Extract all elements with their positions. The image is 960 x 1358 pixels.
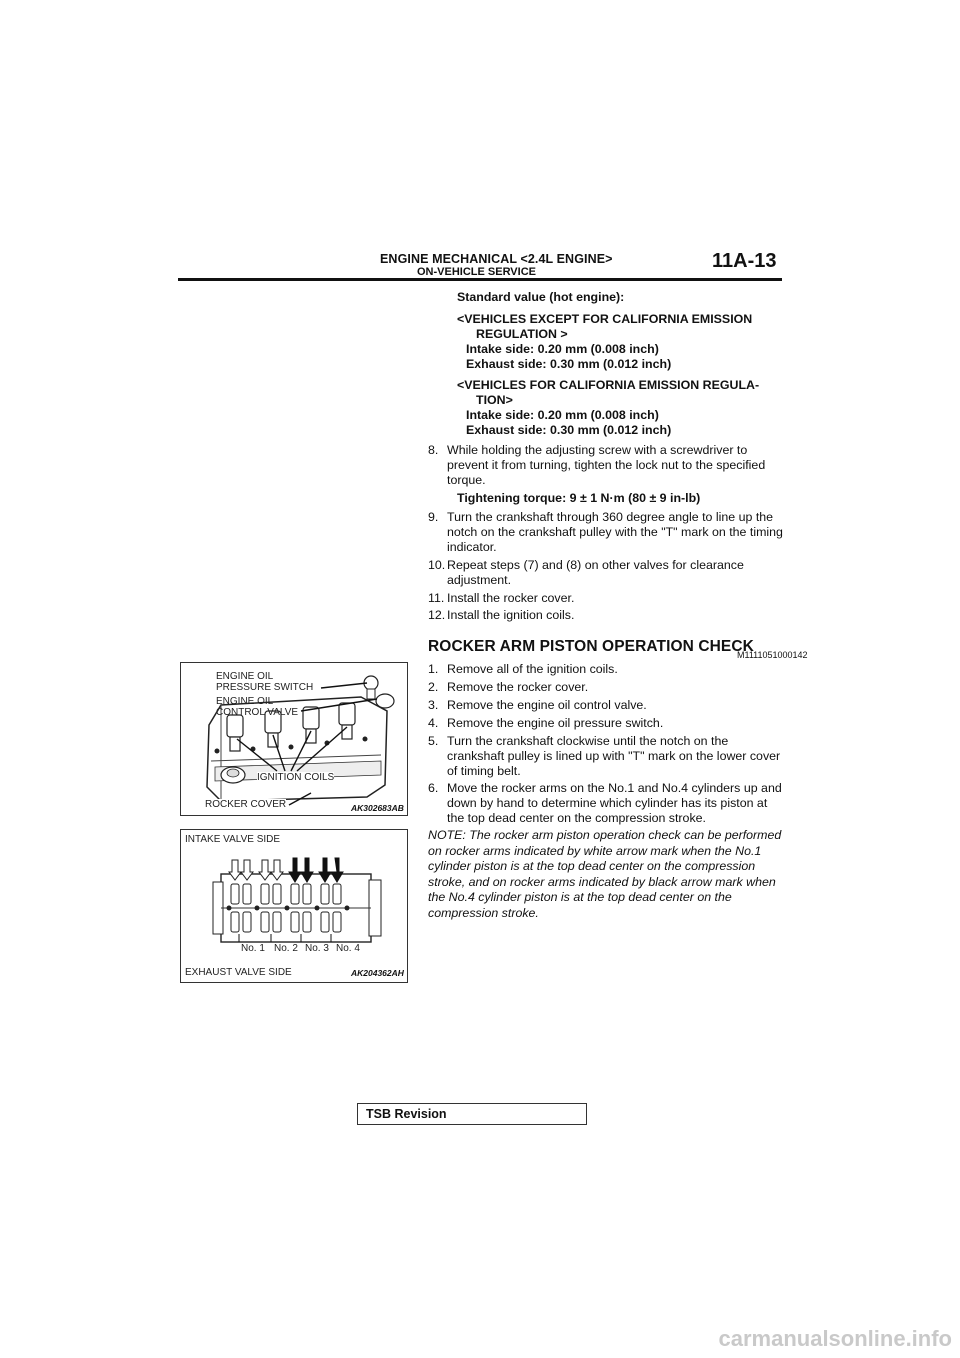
tsb-revision-box (357, 1103, 587, 1125)
spec-group1-title-1: <VEHICLES EXCEPT FOR CALIFORNIA EMISSION (457, 312, 753, 326)
label-exhaust-side: EXHAUST VALVE SIDE (185, 967, 292, 978)
list-item: 6. Move the rocker arms on the No.1 and No.4 cylinders up and down by hand to determine which cylinder has its piston at the top dead center on the compression stroke. (428, 781, 782, 825)
label-intake-side: INTAKE VALVE SIDE (185, 834, 281, 845)
cylinder-head-illustration-icon (181, 830, 407, 982)
spec-group1-intake: Intake side: 0.20 mm (0.008 inch) (466, 342, 659, 356)
list-item: 2. Remove the rocker cover. (428, 680, 589, 694)
spec-heading: Standard value (hot engine): (457, 290, 625, 304)
spec-group2-intake: Intake side: 0.20 mm (0.008 inch) (466, 408, 659, 422)
figure-code: AK204362AH (351, 968, 404, 978)
page-number: 11A-13 (712, 250, 777, 272)
tsb-revision-label: TSB Revision (366, 1107, 447, 1121)
list-item: 10. Repeat steps (7) and (8) on other valves for clearance adjustment. (428, 558, 744, 587)
note-text: NOTE: The rocker arm piston operation check can be performed on rocker arms indicated by white arrow mark when the No.1 cylinder piston is at the top dead center on the compression stroke, and on rocker arms indicated by black arrow mark when the No.4 cylinder piston is at the top dead center on the compression stroke. (428, 828, 782, 920)
section-heading: ROCKER ARM PISTON OPERATION CHECK (428, 638, 754, 655)
figure-ignition-coils (180, 662, 408, 816)
header-subtitle: ON-VEHICLE SERVICE (417, 266, 536, 278)
list-item: 11. Install the rocker cover. (428, 591, 575, 605)
watermark: carmanualsonline.info (718, 1326, 952, 1351)
label-cylinder-3: No. 3 (305, 943, 329, 954)
list-item: 8. While holding the adjusting screw with a screwdriver to prevent it from turning, tighten the lock nut to the specified torque. (428, 443, 766, 487)
list-item: 12. Install the ignition coils. (428, 608, 575, 622)
label-control-valve-1: ENGINE OIL (216, 696, 274, 707)
label-cylinder-4: No. 4 (336, 943, 360, 954)
header-rule (178, 278, 782, 281)
section-code: M1111051000142 (737, 650, 808, 660)
label-rocker-cover: ROCKER COVER (205, 799, 287, 810)
label-ignition-coils: IGNITION COILS (257, 772, 335, 783)
spec-group2-title-2: TION> (476, 393, 513, 407)
list-item: 1. Remove all of the ignition coils. (428, 662, 618, 676)
figure-code: AK302683AB (351, 803, 404, 813)
list-item: 4. Remove the engine oil pressure switch. (428, 716, 664, 730)
list-item: 5. Turn the crankshaft clockwise until the notch on the crankshaft pulley is lined up with "T" mark on the lower cover of timing belt. (428, 734, 781, 778)
label-control-valve-2: CONTROL VALVE (216, 707, 299, 718)
label-cylinder-2: No. 2 (274, 943, 298, 954)
spec-group1-title-2: REGULATION > (476, 327, 568, 341)
header-title: ENGINE MECHANICAL <2.4L ENGINE> (380, 252, 613, 266)
spec-group1-exhaust: Exhaust side: 0.30 mm (0.012 inch) (466, 357, 672, 371)
list-item: 3. Remove the engine oil control valve. (428, 698, 647, 712)
label-cylinder-1: No. 1 (241, 943, 265, 954)
torque-spec: Tightening torque: 9 ± 1 N·m (80 ± 9 in-lb) (457, 491, 701, 505)
figure-valve-sides (180, 829, 408, 983)
spec-group2-exhaust: Exhaust side: 0.30 mm (0.012 inch) (466, 423, 672, 437)
list-item: 9. Turn the crankshaft through 360 degree angle to line up the notch on the crankshaft pulley with the "T" mark on the timing indicator. (428, 510, 783, 554)
label-pressure-switch-2: PRESSURE SWITCH (216, 682, 314, 693)
label-pressure-switch-1: ENGINE OIL (216, 671, 274, 682)
spec-group2-title-1: <VEHICLES FOR CALIFORNIA EMISSION REGULA- (457, 378, 760, 392)
